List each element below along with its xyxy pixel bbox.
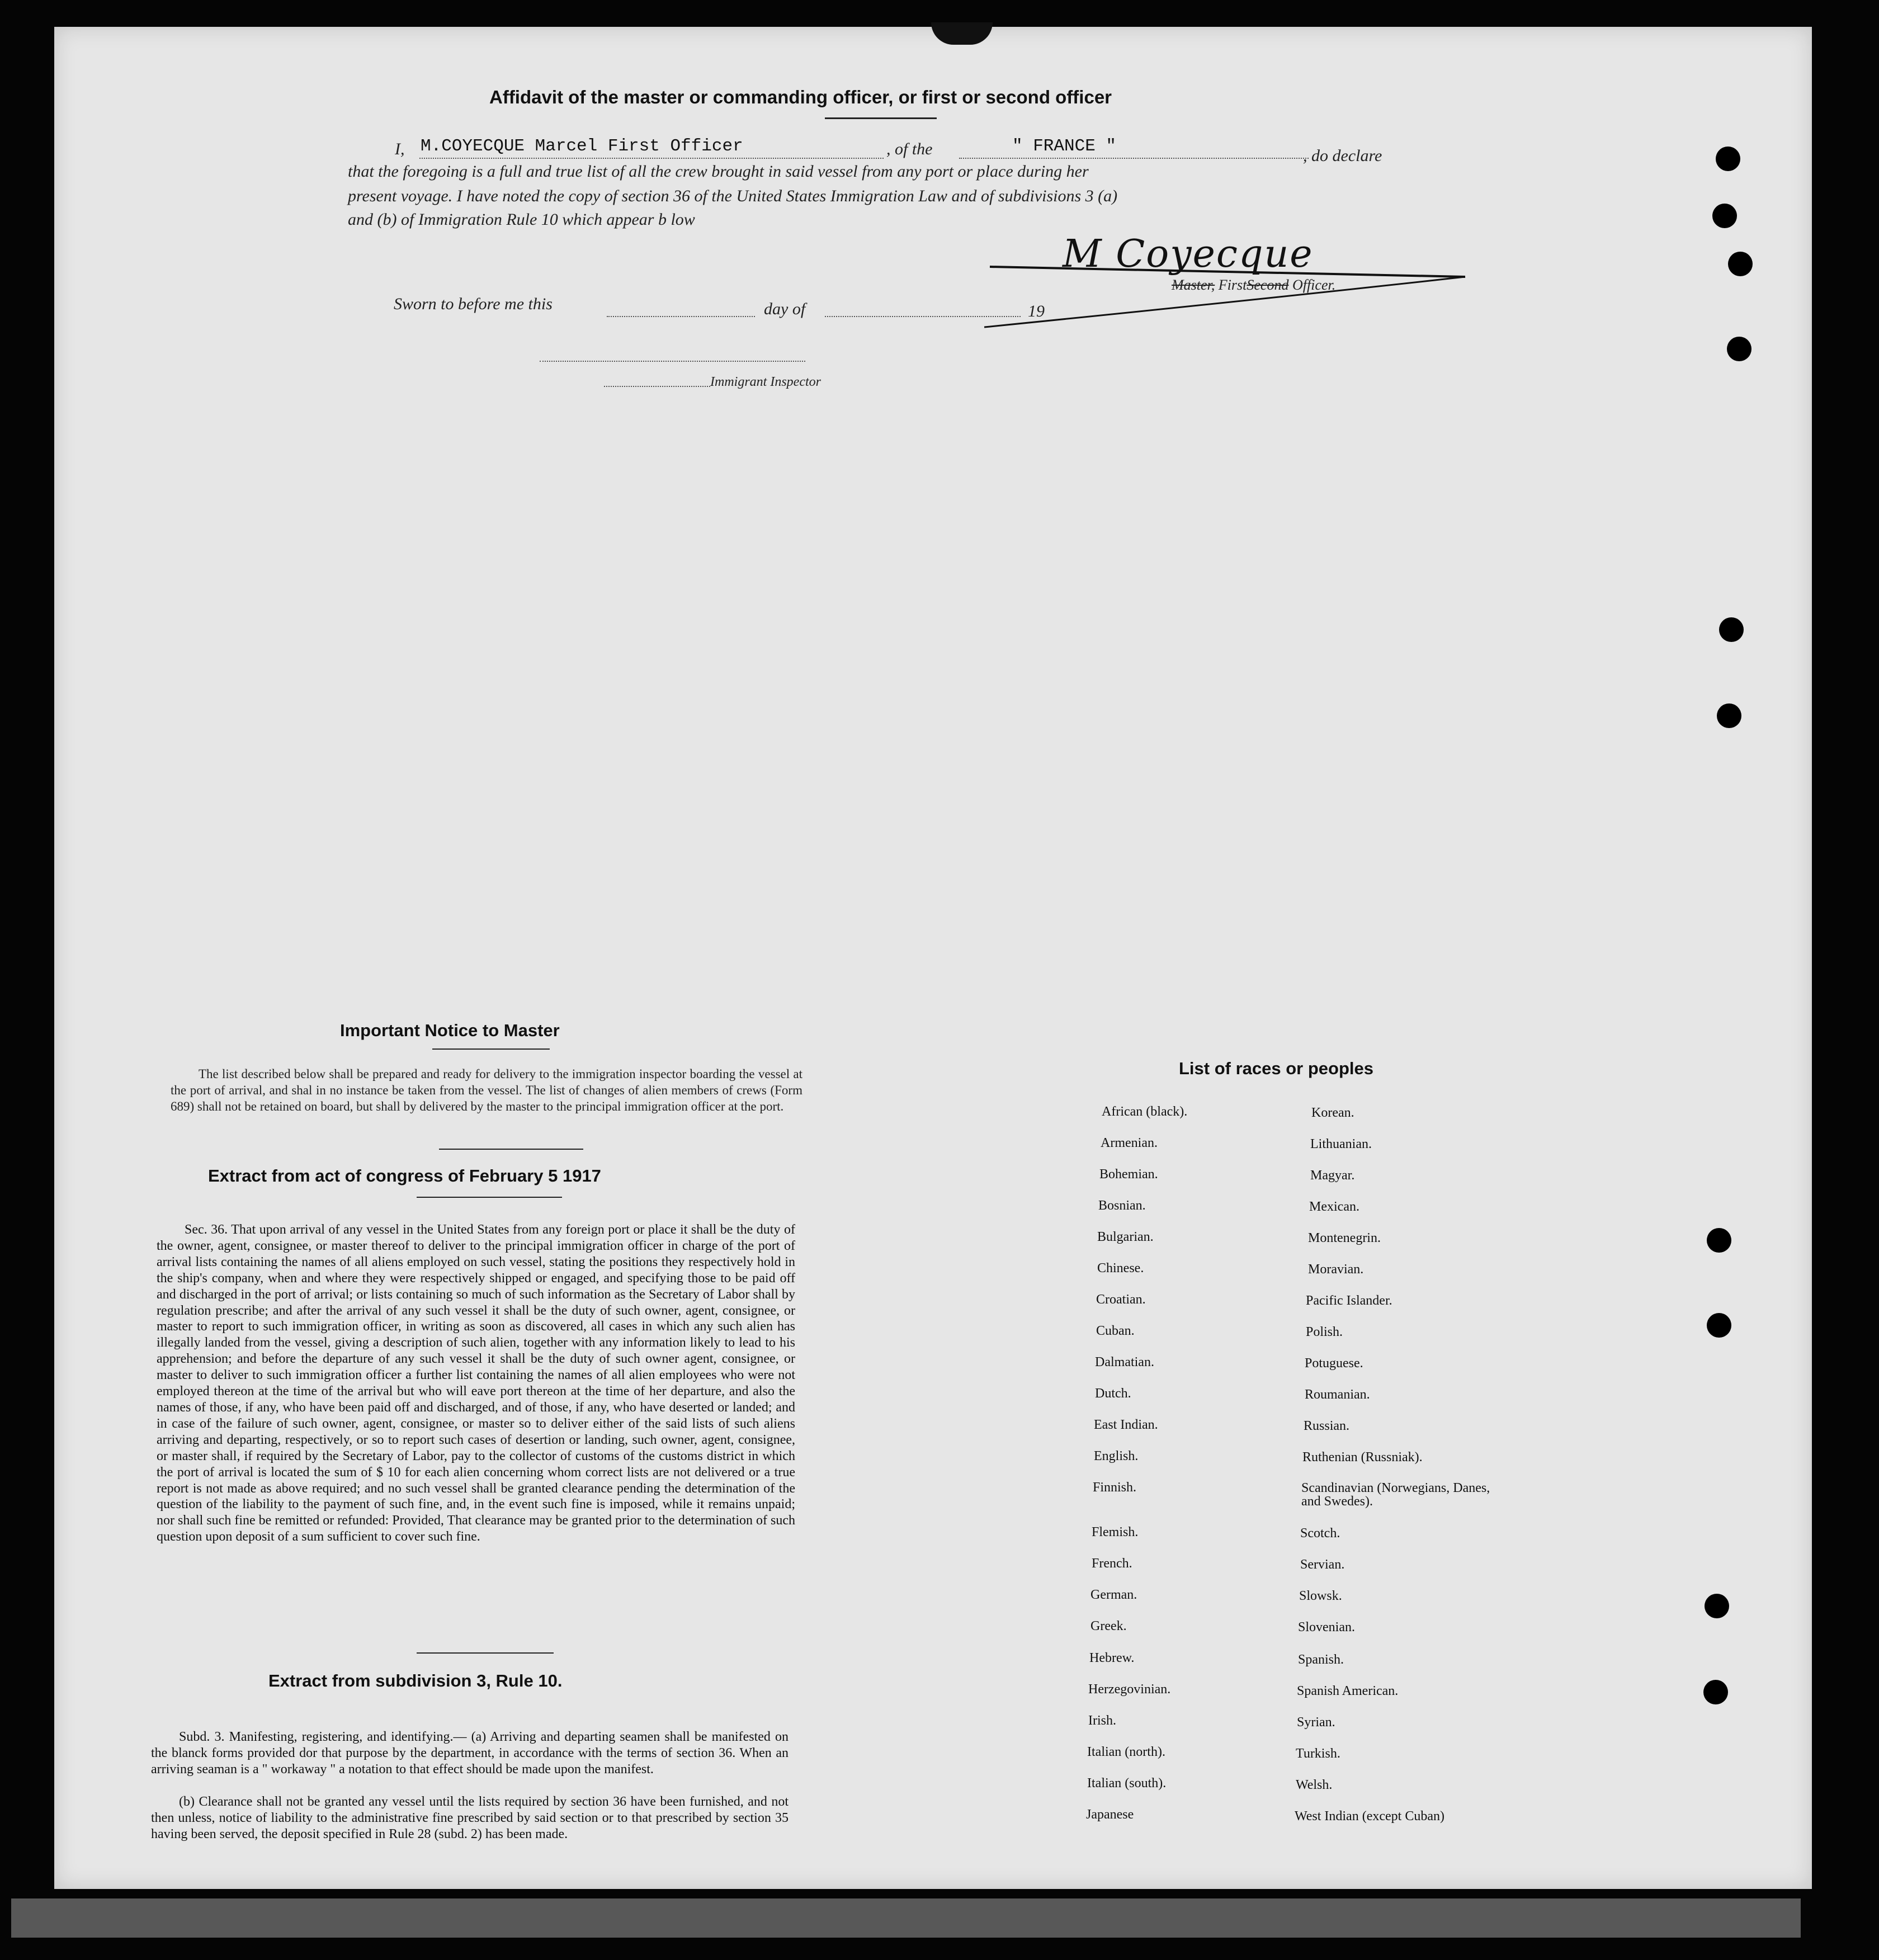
race-item: Scandinavian (Norwegians, Danes, and Swedes). [1301,1481,1490,1509]
race-item: Syrian. [1297,1715,1335,1730]
race-item: French. [1092,1556,1132,1571]
race-item: Greek. [1090,1619,1127,1633]
sworn-day-line [607,316,755,317]
film-edge-strip [11,1898,1801,1938]
binder-hole [1728,252,1753,276]
races-title: List of races or peoples [1179,1059,1373,1078]
officer-title-first: First [1218,277,1247,293]
race-item: Cuban. [1096,1324,1135,1338]
section-36-text [157,1222,795,1545]
officer-title-master-struck: Master, [1172,277,1215,293]
race-item: Japanese [1086,1807,1134,1822]
binder-hole [1717,703,1741,728]
notice-text [171,1066,802,1114]
race-item: Armenian. [1101,1136,1158,1150]
notice-text-body: The list described below shall be prepared and ready for delivery to the immigration inspector boarding the vessel at the port of arrival, and shal in no instance be taken from the vessel. The list of changes of alien members of crews (Form 689) shall not be retained on board, but shall by delivered by the master to the principal immigration officer at the port. [171,1067,802,1113]
race-item: Slovenian. [1298,1620,1355,1635]
affidavit-body-line2: that the foregoing is a full and true list of all the crew brought in said vessel from any port or place during her [348,162,1089,181]
race-item: West Indian (except Cuban) [1295,1809,1444,1824]
race-item: Hebrew. [1089,1651,1135,1665]
race-item: Dutch. [1095,1386,1131,1401]
race-item: Finnish. [1093,1480,1137,1495]
subdivision-b-body: (b) Clearance shall not be granted any vessel until the lists required by section 36 have been furnished, and not then unless, notice of liability to the administrative fine prescribed by said section or to that prescribed by section 35 having been served, the deposit specified in Rule 28 (subd. 2) has been made. [151,1794,789,1841]
officer-signature: M Coyecque [1063,232,1314,276]
race-item: Ruthenian (Russniak). [1302,1450,1423,1465]
race-item: East Indian. [1094,1418,1158,1432]
of-the-label: , of the [886,140,933,158]
binder-hole [1727,337,1751,361]
race-item: Bulgarian. [1097,1230,1154,1244]
race-item: Servian. [1300,1557,1345,1572]
day-of-label: day of [764,300,806,318]
title-divider [825,117,937,119]
race-item: African (black). [1102,1104,1188,1119]
race-item: Magyar. [1310,1168,1355,1183]
race-item: Montenegrin. [1308,1231,1381,1245]
subdivision-a-body: Subd. 3. Manifesting, registering, and identifying.— (a) Arriving and departing seamen shall be manifested on the blanck forms provided dor that purpose by the department, in accordance with the terms of section 36. When an arriving seaman is a " workaway " a notation to that effect should be made upon the manifest. [151,1730,789,1777]
race-item: Irish. [1088,1713,1116,1728]
signature-flourish [984,254,1476,333]
immigrant-inspector-label: Immigrant Inspector [710,375,821,389]
officer-name-field: M.COYECQUE Marcel First Officer [421,136,743,156]
rule-extract-top-divider [417,1652,554,1654]
year-prefix-label: 19 [1028,302,1045,320]
race-item: Lithuanian. [1310,1137,1372,1151]
race-item: Roumanian. [1305,1387,1370,1402]
binder-hole [1716,147,1740,171]
act-extract-divider [417,1197,562,1198]
race-item: Korean. [1311,1106,1354,1120]
race-item: Turkish. [1296,1746,1340,1761]
binder-hole [1703,1680,1728,1704]
race-item: Flemish. [1092,1525,1139,1539]
section-36-body: Sec. 36. That upon arrival of any vessel in the United States from any foreign port or place it shall be the duty of the owner, agent, consignee, or master thereof to deliver to the principal immigration officer in charge of the port of arrival lists containing the names of all aliens employed on such vessel, stating the positions they respectively hold in the ship's company, when and where they were respectively shipped or engaged, and specifying those to be paid off and discharged in the port of arrival; or lists containing so much of such information as the Secretary of Labor shall by regulation prescribe; and after the arrival of any such vessel it shall be the duty of such owner, agent, consignee, or master to report to such immigration officer, in writing as soon as discovered, all cases in which any such alien has illegally landed from the vessel, giving a description of such alien, together with any information likely to lead to his apprehension; and before the departure of any such vessel it shall be the duty of such owner agent, consignee, or master to deliver to such immigration officer a further list containing the names of all alien employees who were not employed thereon at the time of the arrival but who will eave port thereon at the time of her departure, and also the names of those, if any, who have been paid off and discharged, and of those, if any, who have deserted or landed; and in case of the failure of such owner, agent, consignee, or master so to deliver either of the said lists of such aliens arriving and departing, respectively, or so to report such cases of desertion or landing, such owner, agent, consignee, or master shall, if required by the Secretary of Labor, pay to the collector of customs of the customs district in which the port of arrival is located the sum of $ 10 for each alien concerning whom correct lists are not delivered or a true report is not made as above required; and no such vessel shall be granted clearance pending the determination of the question of the liability to the payment of such fine, and, in the event such fine is imposed, while it remains unpaid; nor shall such fine be remitted or refunded: Provided, That clearance may be granted prior to the determination of such question upon deposit of a sum sufficient to cover such fine. [157,1222,795,1545]
race-item: Polish. [1306,1325,1343,1339]
race-item: Moravian. [1308,1262,1364,1277]
affidavit-body-line4: and (b) of Immigration Rule 10 which appear b low [348,210,695,229]
document-page [54,27,1812,1889]
sworn-month-line [825,316,1021,317]
inspector-signature-line-2 [604,386,710,387]
act-extract-title: Extract from act of congress of February 5 1917 [208,1166,601,1186]
race-item: Slowsk. [1299,1589,1342,1603]
do-declare-label: , do declare [1303,147,1382,165]
affidavit-line1-prefix: I, [395,140,405,158]
race-item: Bosnian. [1098,1198,1146,1213]
vessel-name-line [959,158,1309,159]
rule-extract-title: Extract from subdivision 3, Rule 10. [268,1671,563,1690]
affidavit-body-line3: present voyage. I have noted the copy of section 36 of the United States Immigration Law and of subdivisions 3 (a) [348,187,1118,205]
race-item: German. [1090,1588,1137,1602]
race-item: Herzegovinian. [1088,1682,1171,1697]
notice-title: Important Notice to Master [340,1021,560,1040]
race-item: Welsh. [1296,1778,1333,1792]
race-item: English. [1094,1449,1139,1463]
notice-bottom-divider [439,1149,583,1150]
race-item: Mexican. [1309,1199,1359,1214]
race-item: Potuguese. [1305,1356,1363,1371]
race-item: Croatian. [1096,1292,1146,1307]
race-item: Pacific Islander. [1306,1293,1392,1308]
inspector-signature-line [540,361,805,362]
affidavit-title: Affidavit of the master or commanding officer, or first or second officer [489,87,1112,107]
race-item: Dalmatian. [1095,1355,1154,1369]
race-item: Scotch. [1300,1526,1340,1541]
officer-title-suffix: Officer. [1292,277,1336,293]
officer-title-second-struck: Second [1247,277,1289,293]
binder-hole [1707,1313,1731,1338]
race-item: Chinese. [1097,1261,1144,1276]
vessel-name-field: " FRANCE " [1012,136,1117,156]
subdivision-b-text [151,1794,789,1843]
race-item: Bohemian. [1099,1167,1158,1182]
race-item: Italian (north). [1087,1745,1165,1759]
race-item: Spanish American. [1297,1684,1399,1698]
notice-divider [432,1049,550,1050]
binder-hole [1719,617,1744,642]
officer-name-line [419,158,884,159]
race-item: Italian (south). [1087,1776,1167,1791]
sworn-label: Sworn to before me this [394,295,553,313]
race-item: Russian. [1304,1419,1350,1433]
binder-hole [1712,204,1737,228]
officer-title-line [1172,277,1335,294]
race-item: Spanish. [1298,1652,1344,1667]
binder-hole [1705,1594,1729,1618]
subdivision-a-text [151,1729,789,1778]
binder-hole [1707,1228,1731,1253]
